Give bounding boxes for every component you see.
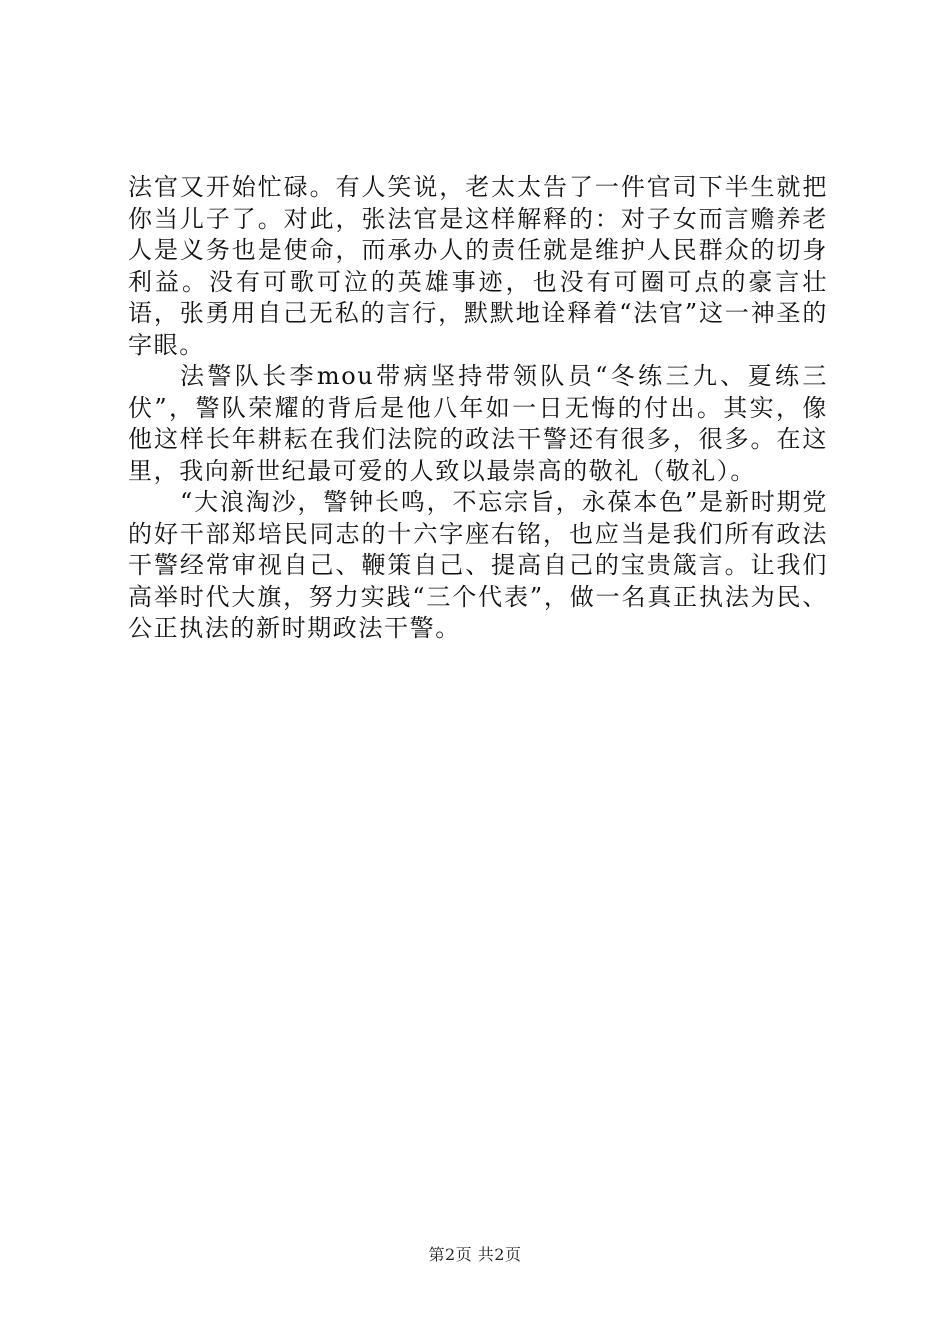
document-body <box>128 172 828 645</box>
page-footer <box>0 1244 950 1266</box>
paragraph-bailiff: 法警队长李mou带病坚持带领队员“冬练三九、夏练三伏”，警队荣耀的背后是他八年如一日无悔的付出。其实，像他这样长年耕耘在我们法院的政法干警还有很多，很多。在这里，我向新世纪最可爱的人致以最崇高的敬礼（敬礼）。 <box>128 362 828 485</box>
page-number: 第2页 共2页 <box>428 1245 522 1264</box>
paragraph-motto: “大浪淘沙，警钟长鸣，不忘宗旨，永葆本色”是新时期党的好干部郑培民同志的十六字座右铭，也应当是我们所有政法干警经常审视自己、鞭策自己、提高自己的宝贵箴言。让我们高举时代大旗，努力实践“三个代表”，做一名真正执法为民、公正执法的新时期政法干警。 <box>128 488 828 642</box>
paragraph-continuation: 法官又开始忙碌。有人笑说，老太太告了一件官司下半生就把你当儿子了。对此，张法官是这样解释的：对子女而言赡养老人是义务也是使命，而承办人的责任就是维护人民群众的切身利益。没有可歌可泣的英雄事迹，也没有可圈可点的豪言壮语，张勇用自己无私的言行，默默地诠释着“法官”这一神圣的字眼。 <box>128 173 828 359</box>
